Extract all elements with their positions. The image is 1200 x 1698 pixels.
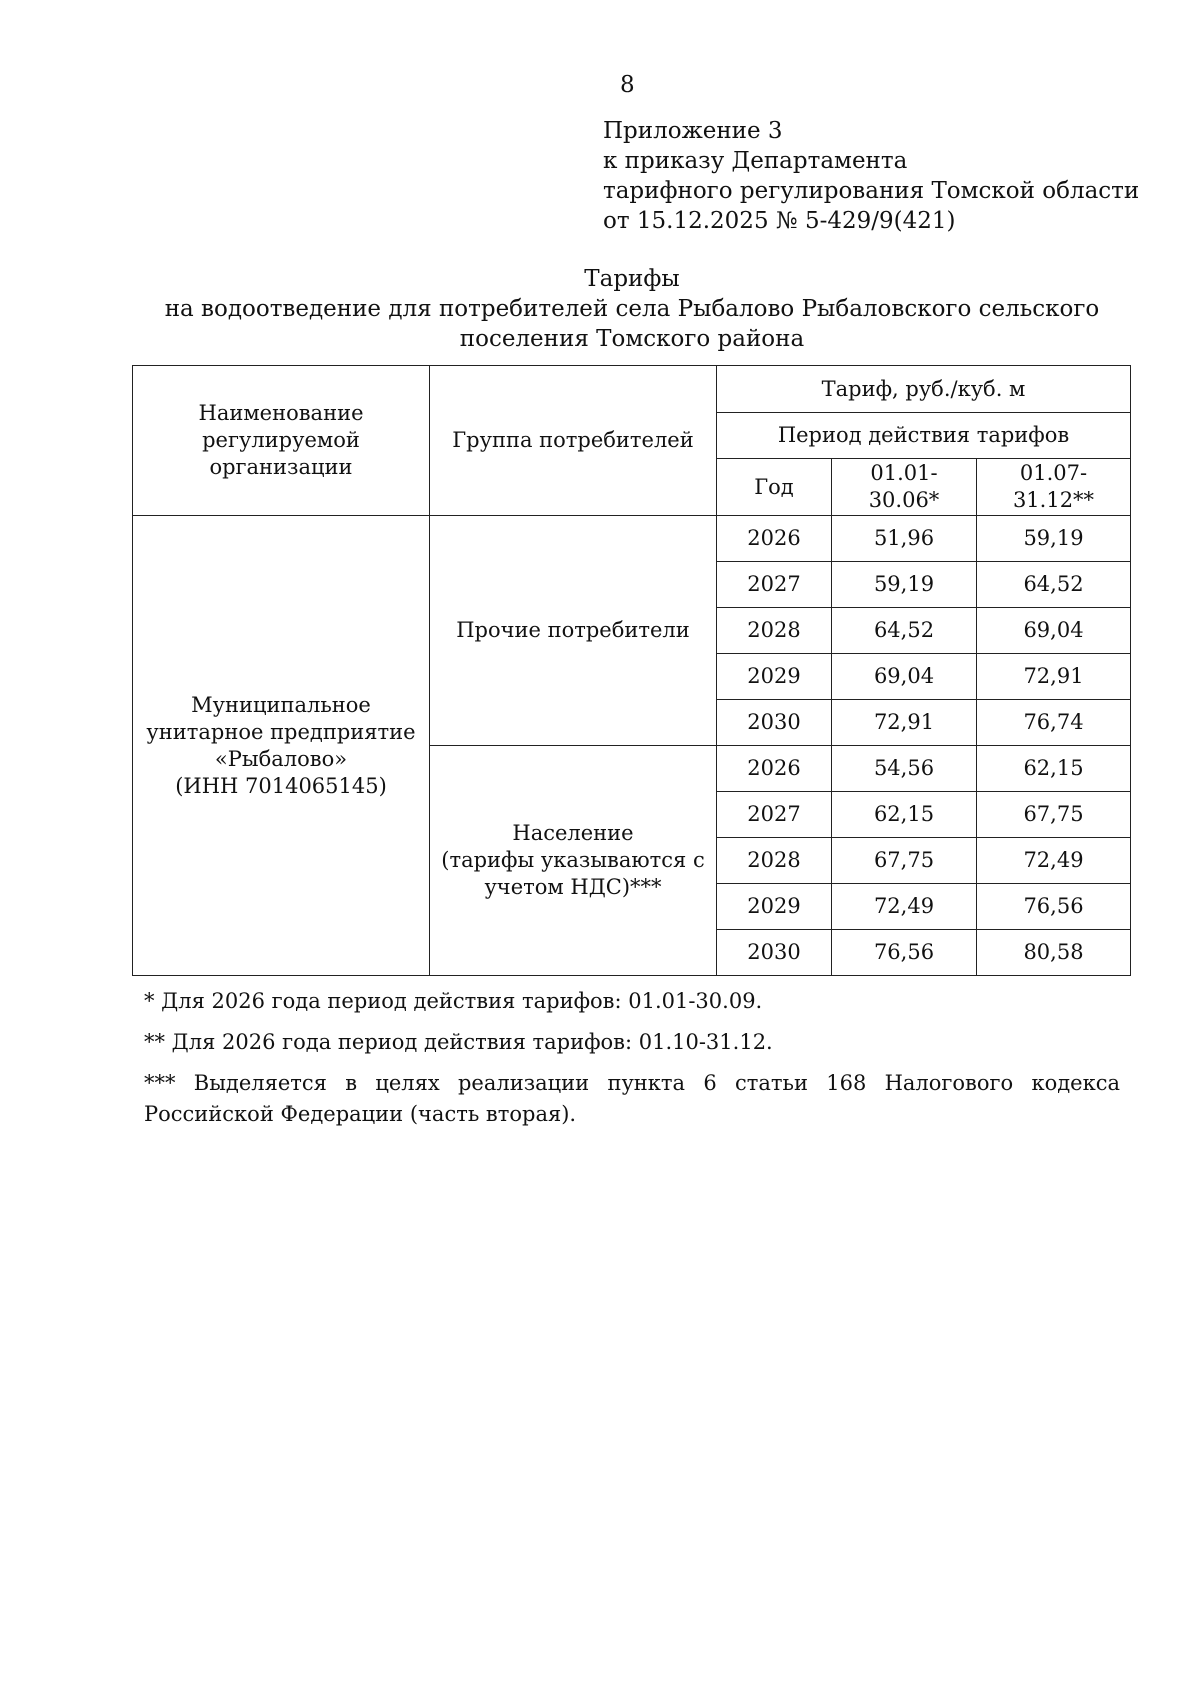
appendix-line: тарифного регулирования Томской области [603,178,1140,204]
header-org-name: Наименование регулируемой организации [133,366,430,516]
header-consumer-group: Группа потребителей [430,366,717,516]
appendix-line: от 15.12.2025 № 5-429/9(421) [603,208,956,234]
group-line: (тарифы указываются с [441,848,705,872]
tariff-value: 76,56 [832,930,977,976]
year-cell: 2030 [717,930,832,976]
tariff-value: 59,19 [977,516,1131,562]
appendix-line: Приложение 3 [603,118,783,144]
footnote: * Для 2026 года период действия тарифов: 01.01-30.09. [144,989,763,1013]
group-line: учетом НДС)*** [484,875,662,899]
org-line: унитарное предприятие [146,719,416,744]
tariff-value: 76,74 [977,700,1131,746]
title-line: Тарифы [584,266,680,292]
tariff-value: 67,75 [977,792,1131,838]
tariff-value: 76,56 [977,884,1131,930]
header-period2: 01.07-31.12** [977,459,1131,516]
title-line: на водоотведение для потребителей села Рыбалово Рыбаловского сельского [164,296,1100,322]
year-cell: 2026 [717,516,832,562]
year-cell: 2027 [717,792,832,838]
table-row [133,516,1131,562]
year-cell: 2027 [717,562,832,608]
tariff-value: 69,04 [832,654,977,700]
header-tariff: Тариф, руб./куб. м [717,366,1131,413]
page-number: 8 [620,72,635,98]
tariff-value: 62,15 [977,746,1131,792]
tariff-value: 59,19 [832,562,977,608]
consumer-group-cell [430,746,717,976]
org-line: «Рыбалово» [214,746,348,771]
tariff-value: 51,96 [832,516,977,562]
year-cell: 2029 [717,884,832,930]
appendix-header [603,116,1139,236]
tariff-value: 62,15 [832,792,977,838]
footnotes [144,986,1120,1140]
header-period1: 01.01-30.06* [832,459,977,516]
year-cell: 2026 [717,746,832,792]
tariff-value: 80,58 [977,930,1131,976]
title-line: поселения Томского района [459,326,805,352]
org-line: Муниципальное [191,692,371,717]
tariff-value: 72,49 [832,884,977,930]
group-line: Население [512,821,634,845]
header-year: Год [717,459,832,516]
tariff-value: 69,04 [977,608,1131,654]
year-cell: 2028 [717,608,832,654]
year-cell: 2030 [717,700,832,746]
tariff-value: 72,91 [977,654,1131,700]
tariff-value: 72,91 [832,700,977,746]
tariff-table [132,365,1131,976]
footnote: ** Для 2026 года период действия тарифов: 01.10-31.12. [144,1030,773,1054]
tariff-value: 64,52 [977,562,1131,608]
year-cell: 2029 [717,654,832,700]
tariff-value: 67,75 [832,838,977,884]
header-period: Период действия тарифов [717,413,1131,459]
org-line: (ИНН 7014065145) [175,773,387,798]
footnote: *** Выделяется в целях реализации пункта 6 статьи 168 Налогового кодекса Российской Федерации (часть вторая). [144,1071,1120,1126]
organization-cell [133,516,430,976]
consumer-group-cell: Прочие потребители [430,516,717,746]
document-title [132,264,1132,354]
appendix-line: к приказу Департамента [603,148,908,174]
year-cell: 2028 [717,838,832,884]
tariff-value: 54,56 [832,746,977,792]
tariff-value: 64,52 [832,608,977,654]
tariff-value: 72,49 [977,838,1131,884]
